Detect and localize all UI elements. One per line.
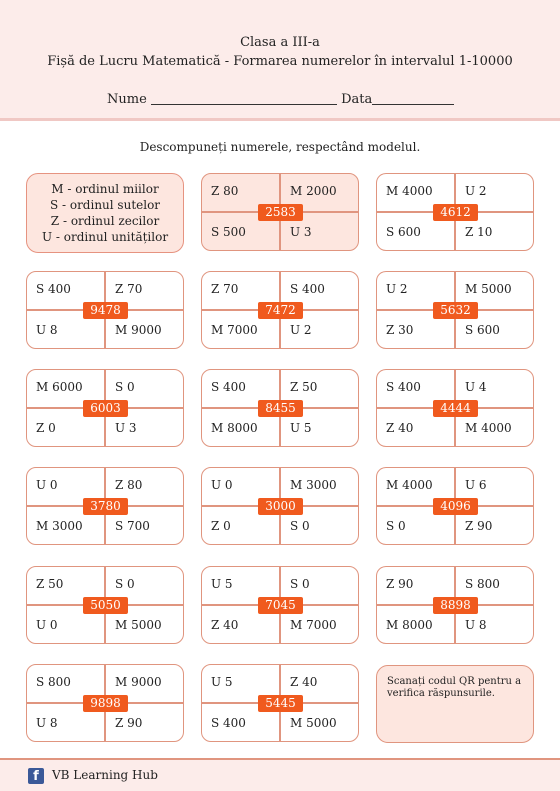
- cell-top-right: M 9000: [105, 664, 184, 703]
- name-date-line: [107, 92, 454, 107]
- header-divider: [0, 118, 560, 121]
- worksheet-header: [0, 0, 560, 118]
- cell-bottom-right: Z 90: [105, 703, 184, 742]
- cell-top-left: U 0: [201, 467, 280, 506]
- cell-top-left: M 4000: [376, 173, 455, 212]
- decomposition-exercise: [376, 271, 536, 351]
- cell-top-left: U 5: [201, 664, 280, 703]
- number-badge: 4096: [433, 498, 478, 515]
- number-badge: 7045: [258, 597, 303, 614]
- cell-top-right: M 5000: [455, 271, 534, 310]
- name-label: Nume: [107, 92, 147, 107]
- cell-top-right: Z 70: [105, 271, 184, 310]
- decomposition-exercise: [376, 566, 536, 646]
- number-badge: 5632: [433, 302, 478, 319]
- decomposition-exercise: [376, 173, 536, 253]
- date-blank: [372, 104, 454, 105]
- number-badge: 4612: [433, 204, 478, 221]
- cell-top-left: U 0: [26, 467, 105, 506]
- cell-top-left: M 4000: [376, 467, 455, 506]
- number-badge: 3000: [258, 498, 303, 515]
- cell-bottom-left: U 0: [26, 605, 105, 644]
- cell-bottom-right: U 3: [105, 408, 184, 447]
- decomposition-exercise: [201, 369, 361, 449]
- cell-top-left: S 400: [26, 271, 105, 310]
- legend-item: U - ordinul unităților: [41, 230, 169, 244]
- cell-bottom-left: U 8: [26, 310, 105, 349]
- qr-note: Scanați codul QR pentru a verifica răspunsurile.: [376, 665, 534, 743]
- cell-bottom-left: Z 30: [376, 310, 455, 349]
- cell-top-left: Z 90: [376, 566, 455, 605]
- cell-top-right: S 0: [105, 369, 184, 408]
- date-label: Data: [341, 92, 373, 107]
- cell-top-right: Z 80: [105, 467, 184, 506]
- decomposition-exercise: [26, 271, 186, 351]
- cell-top-right: S 0: [280, 566, 359, 605]
- number-badge: 4444: [433, 400, 478, 417]
- decomposition-exercise: [26, 566, 186, 646]
- decomposition-exercise: [26, 467, 186, 547]
- cell-bottom-right: U 5: [280, 408, 359, 447]
- grade-title: Clasa a III-a: [240, 35, 320, 50]
- decomposition-exercise: [201, 467, 361, 547]
- cell-bottom-right: U 8: [455, 605, 534, 644]
- name-blank: [151, 104, 337, 105]
- number-badge: 9478: [83, 302, 128, 319]
- number-badge: 8455: [258, 400, 303, 417]
- cell-bottom-left: Z 40: [376, 408, 455, 447]
- number-badge: 5445: [258, 695, 303, 712]
- cell-bottom-left: S 400: [201, 703, 280, 742]
- number-badge: 3780: [83, 498, 128, 515]
- cell-bottom-right: Z 10: [455, 212, 534, 251]
- number-badge: 8898: [433, 597, 478, 614]
- brand-name: VB Learning Hub: [52, 768, 158, 782]
- cell-top-right: M 2000: [280, 173, 359, 212]
- cell-top-left: Z 50: [26, 566, 105, 605]
- decomposition-exercise: [376, 369, 536, 449]
- cell-top-right: Z 50: [280, 369, 359, 408]
- cell-bottom-left: M 8000: [376, 605, 455, 644]
- cell-bottom-left: S 0: [376, 506, 455, 545]
- cell-top-right: Z 40: [280, 664, 359, 703]
- cell-bottom-left: M 8000: [201, 408, 280, 447]
- number-badge: 5050: [83, 597, 128, 614]
- cell-top-left: U 5: [201, 566, 280, 605]
- cell-top-left: S 400: [201, 369, 280, 408]
- legend-item: M - ordinul miilor: [51, 182, 159, 196]
- cell-bottom-right: M 9000: [105, 310, 184, 349]
- decomposition-exercise: [201, 664, 361, 744]
- cell-bottom-left: Z 0: [26, 408, 105, 447]
- cell-bottom-left: Z 40: [201, 605, 280, 644]
- number-badge: 7472: [258, 302, 303, 319]
- cell-top-left: S 400: [376, 369, 455, 408]
- legend-item: Z - ordinul zecilor: [50, 214, 160, 228]
- decomposition-exercise: [201, 566, 361, 646]
- cell-bottom-left: Z 0: [201, 506, 280, 545]
- cell-bottom-right: M 5000: [280, 703, 359, 742]
- cell-top-left: S 800: [26, 664, 105, 703]
- cell-top-left: Z 70: [201, 271, 280, 310]
- cell-bottom-right: U 2: [280, 310, 359, 349]
- cell-top-right: S 400: [280, 271, 359, 310]
- legend-box: [26, 173, 184, 253]
- decomposition-exercise: [26, 664, 186, 744]
- cell-bottom-left: M 3000: [26, 506, 105, 545]
- instruction: Descompuneți numerele, respectând modelul.: [139, 140, 421, 154]
- decomposition-exercise: [376, 467, 536, 547]
- decomposition-example: [201, 173, 361, 253]
- cell-top-right: S 0: [105, 566, 184, 605]
- cell-top-left: U 2: [376, 271, 455, 310]
- worksheet-title: Fișă de Lucru Matematică - Formarea numerelor în intervalul 1-10000: [47, 54, 513, 69]
- cell-bottom-right: M 7000: [280, 605, 359, 644]
- cell-bottom-right: M 5000: [105, 605, 184, 644]
- cell-bottom-left: S 500: [201, 212, 280, 251]
- number-badge: 6003: [83, 400, 128, 417]
- cell-top-right: U 6: [455, 467, 534, 506]
- cell-top-right: S 800: [455, 566, 534, 605]
- cell-bottom-right: S 700: [105, 506, 184, 545]
- cell-bottom-left: S 600: [376, 212, 455, 251]
- cell-bottom-right: S 0: [280, 506, 359, 545]
- cell-bottom-right: M 4000: [455, 408, 534, 447]
- cell-top-right: M 3000: [280, 467, 359, 506]
- decomposition-exercise: [26, 369, 186, 449]
- cell-top-right: U 2: [455, 173, 534, 212]
- number-badge: 2583: [258, 204, 303, 221]
- facebook-icon[interactable]: f: [28, 768, 44, 784]
- legend-item: S - ordinul sutelor: [49, 198, 161, 212]
- cell-top-left: M 6000: [26, 369, 105, 408]
- decomposition-exercise: [201, 271, 361, 351]
- cell-top-right: U 4: [455, 369, 534, 408]
- cell-bottom-left: U 8: [26, 703, 105, 742]
- footer: [0, 760, 560, 791]
- cell-top-left: Z 80: [201, 173, 280, 212]
- cell-bottom-right: S 600: [455, 310, 534, 349]
- cell-bottom-right: Z 90: [455, 506, 534, 545]
- cell-bottom-right: U 3: [280, 212, 359, 251]
- cell-bottom-left: M 7000: [201, 310, 280, 349]
- number-badge: 9898: [83, 695, 128, 712]
